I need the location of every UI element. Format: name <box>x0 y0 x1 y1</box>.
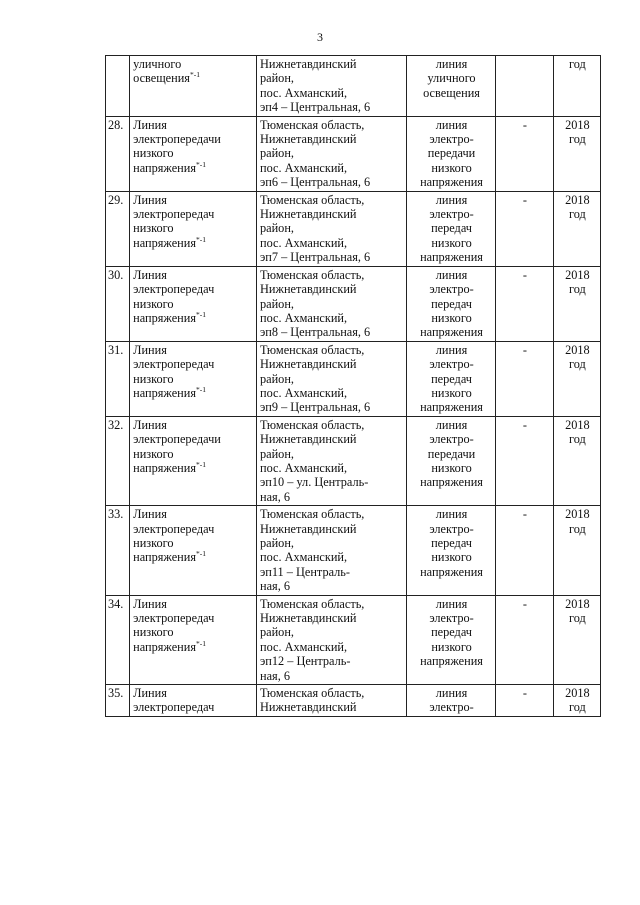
object-note-cell <box>496 595 554 684</box>
object-note-cell <box>496 341 554 416</box>
object-note: - <box>522 117 527 132</box>
object-address: Тюменская область, Нижнетавдинский район, пос. Ахманский, эп12 – Централь- ная, 6 <box>260 596 365 683</box>
table-row <box>106 191 601 266</box>
object-type: линия уличного освещения <box>423 57 480 100</box>
object-type-cell <box>406 116 495 191</box>
object-year: 2018 год <box>565 596 590 626</box>
object-note-cell <box>496 191 554 266</box>
object-note: - <box>522 417 527 432</box>
row-number: 31. <box>108 342 124 357</box>
object-name: уличного освещения <box>133 57 190 86</box>
object-year-cell <box>553 56 600 117</box>
row-number-cell <box>106 685 130 717</box>
object-year-cell <box>553 116 600 191</box>
object-type-cell <box>406 595 495 684</box>
object-note-cell <box>496 266 554 341</box>
object-year: год <box>568 57 586 71</box>
object-type: линия электро- передач низкого напряжения <box>420 507 483 579</box>
footnote-marker: *-1 <box>195 309 206 319</box>
object-address-cell <box>257 266 407 341</box>
object-address: Тюменская область, Нижнетавдинский <box>260 686 365 715</box>
object-name-cell <box>130 416 257 505</box>
footnote-marker: *-1 <box>195 384 206 394</box>
row-number: 32. <box>108 417 124 432</box>
row-number-cell <box>106 506 130 595</box>
row-number-cell <box>106 416 130 505</box>
object-type-cell <box>406 266 495 341</box>
object-name-cell <box>130 116 257 191</box>
table-row <box>106 416 601 505</box>
row-number: 28. <box>108 117 124 132</box>
object-type: линия электро- передачи низкого напряжения <box>420 117 483 190</box>
object-note: - <box>522 192 527 207</box>
row-number-cell <box>106 341 130 416</box>
row-number: 30. <box>108 267 124 282</box>
object-name-cell <box>130 685 257 717</box>
object-type: линия электро- передачи низкого напряжения <box>420 417 483 490</box>
object-address: Тюменская область, Нижнетавдинский район, пос. Ахманский, эп8 – Центральная, 6 <box>260 267 371 340</box>
table-row <box>106 116 601 191</box>
row-number-cell <box>106 116 130 191</box>
object-year-cell <box>553 506 600 595</box>
object-year-cell <box>553 595 600 684</box>
object-note: - <box>522 342 527 357</box>
object-name: Линия электропередач низкого напряжения <box>133 507 215 565</box>
object-address: Тюменская область, Нижнетавдинский район, пос. Ахманский, эп10 – ул. Централь- ная, 6 <box>260 417 369 504</box>
object-address-cell <box>257 685 407 717</box>
row-number-cell <box>106 56 130 117</box>
row-number: 35. <box>108 686 124 701</box>
object-name: Линия электропередач <box>133 686 215 715</box>
object-type: линия электро- <box>429 686 474 715</box>
object-type-cell <box>406 416 495 505</box>
object-type-cell <box>406 191 495 266</box>
object-note: - <box>522 267 527 282</box>
object-note: - <box>522 507 527 522</box>
page-number: 3 <box>317 30 323 44</box>
object-type-cell <box>406 685 495 717</box>
table-row <box>106 341 601 416</box>
object-name-cell <box>130 595 257 684</box>
object-year: 2018 год <box>565 117 590 147</box>
object-type-cell <box>406 341 495 416</box>
object-address: Тюменская область, Нижнетавдинский район, пос. Ахманский, эп7 – Центральная, 6 <box>260 192 371 265</box>
object-address: Тюменская область, Нижнетавдинский район, пос. Ахманский, эп11 – Централь- ная, 6 <box>260 507 365 594</box>
object-type: линия электро- передач низкого напряжения <box>420 596 483 669</box>
object-address-cell <box>257 341 407 416</box>
object-note-cell <box>496 685 554 717</box>
object-name-cell <box>130 341 257 416</box>
object-year: 2018 год <box>565 342 590 372</box>
object-year: 2018 год <box>565 686 590 715</box>
object-year: 2018 год <box>565 192 590 222</box>
object-name: Линия электропередачи низкого напряжения <box>133 117 221 175</box>
footnote-marker: *-1 <box>195 459 206 469</box>
object-note-cell <box>496 416 554 505</box>
object-note-cell <box>496 116 554 191</box>
object-type-cell <box>406 56 495 117</box>
object-year-cell <box>553 416 600 505</box>
object-address: Нижнетавдинский район, пос. Ахманский, эп4 – Центральная, 6 <box>260 57 371 115</box>
table-row <box>106 506 601 595</box>
object-address: Тюменская область, Нижнетавдинский район, пос. Ахманский, эп9 – Центральная, 6 <box>260 342 371 415</box>
object-type: линия электро- передач низкого напряжения <box>420 342 483 415</box>
row-number: 33. <box>108 507 124 522</box>
object-year: 2018 год <box>565 267 590 297</box>
footnote-marker: *-1 <box>195 234 206 244</box>
object-name-cell <box>130 506 257 595</box>
footnote-marker: *-1 <box>195 638 206 648</box>
register-table-body <box>106 56 601 717</box>
object-address-cell <box>257 416 407 505</box>
object-address-cell <box>257 506 407 595</box>
object-address-cell <box>257 56 407 117</box>
footnote-marker: *-1 <box>195 159 206 169</box>
footnote-marker: *-1 <box>189 70 200 80</box>
object-address: Тюменская область, Нижнетавдинский район, пос. Ахманский, эп6 – Центральная, 6 <box>260 117 371 190</box>
object-note: - <box>522 686 527 701</box>
register-table <box>105 55 601 717</box>
object-type: линия электро- передач низкого напряжения <box>420 192 483 265</box>
table-row <box>106 56 601 117</box>
object-year-cell <box>553 685 600 717</box>
object-type: линия электро- передач низкого напряжения <box>420 267 483 340</box>
object-type-cell <box>406 506 495 595</box>
object-name: Линия электропередач низкого напряжения <box>133 267 215 325</box>
footnote-marker: *-1 <box>195 549 206 559</box>
row-number-cell <box>106 595 130 684</box>
object-year-cell <box>553 191 600 266</box>
object-year: 2018 год <box>565 507 590 536</box>
object-note: - <box>522 596 527 611</box>
table-row <box>106 266 601 341</box>
object-address-cell <box>257 595 407 684</box>
object-note-cell <box>496 56 554 117</box>
object-name-cell <box>130 266 257 341</box>
object-year-cell <box>553 341 600 416</box>
row-number: 29. <box>108 192 124 207</box>
object-name: Линия электропередач низкого напряжения <box>133 596 215 654</box>
table-row <box>106 685 601 717</box>
object-address-cell <box>257 116 407 191</box>
row-number: 34. <box>108 596 124 611</box>
object-address-cell <box>257 191 407 266</box>
object-name: Линия электропередачи низкого напряжения <box>133 417 221 475</box>
table-row <box>106 595 601 684</box>
object-name-cell <box>130 191 257 266</box>
row-number-cell <box>106 266 130 341</box>
row-number-cell <box>106 191 130 266</box>
object-name: Линия электропередач низкого напряжения <box>133 342 215 400</box>
object-name: Линия электропередач низкого напряжения <box>133 192 215 250</box>
object-note-cell <box>496 506 554 595</box>
object-year: 2018 год <box>565 417 590 447</box>
object-year-cell <box>553 266 600 341</box>
object-name-cell <box>130 56 257 117</box>
